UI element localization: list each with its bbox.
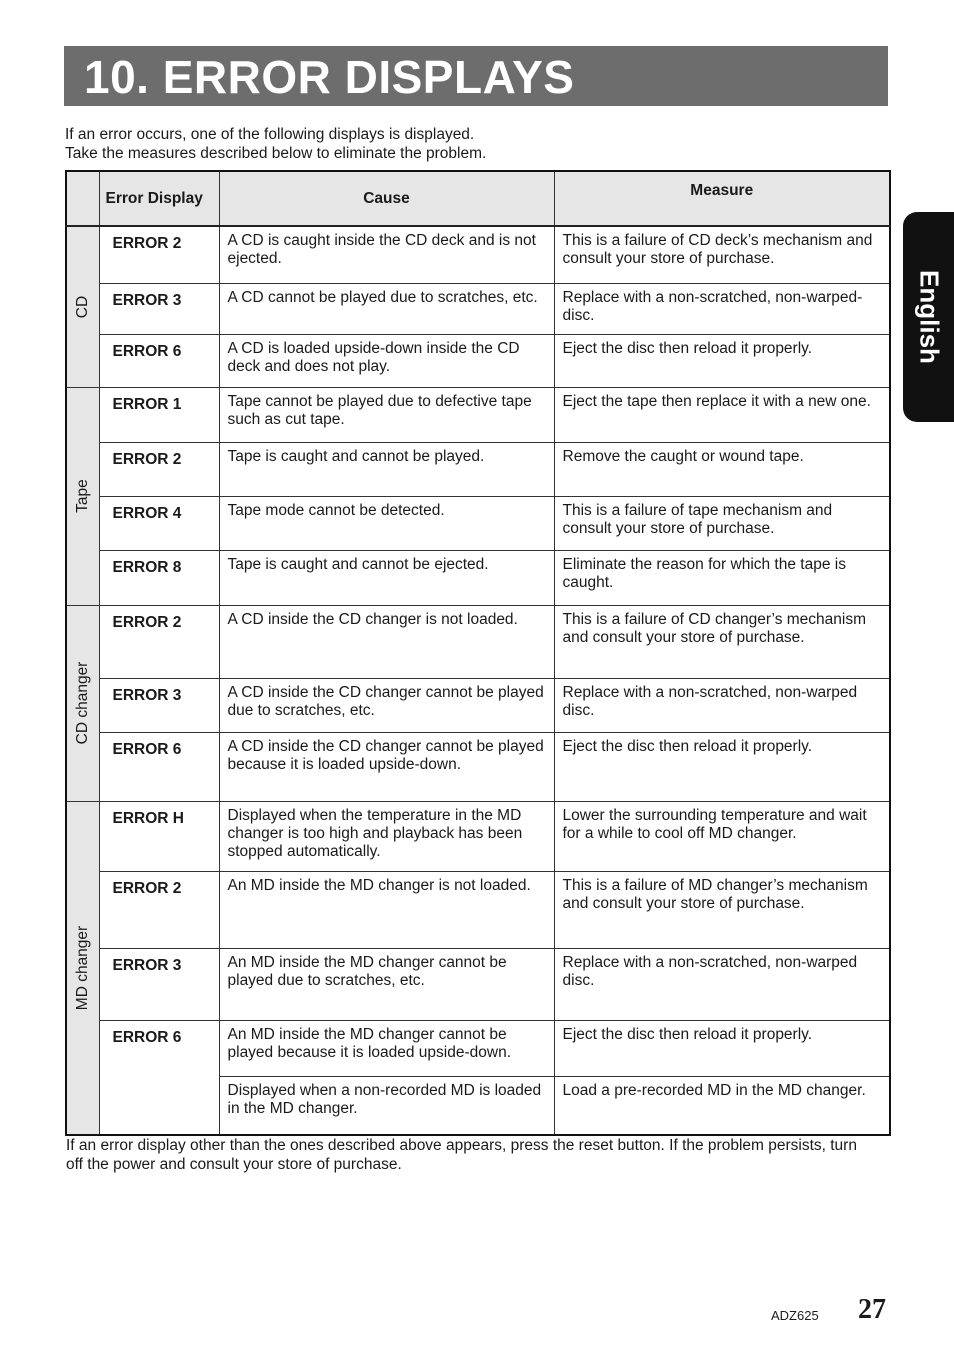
table-row	[66, 871, 890, 948]
intro-line: If an error occurs, one of the following displays is displayed.	[65, 126, 475, 143]
table-header-row	[66, 171, 890, 226]
table-row	[66, 226, 890, 283]
page-title: 10. ERROR DISPLAYS	[84, 51, 575, 103]
error-code: ERROR 2	[99, 226, 219, 283]
measure-cell: Load a pre-recorded MD in the MD changer.	[554, 1076, 890, 1135]
group-cd	[66, 226, 99, 387]
table-row	[66, 334, 890, 387]
error-code: ERROR 6	[99, 1020, 219, 1135]
group-label: Tape	[73, 479, 91, 513]
cause-cell: A CD is loaded upside-down inside the CD deck and does not play.	[219, 334, 554, 387]
cause-cell: A CD is caught inside the CD deck and is not ejected.	[219, 226, 554, 283]
group-md-changer	[66, 801, 99, 1135]
cause-cell: Displayed when the temperature in the MD changer is too high and playback has been stopped automatically.	[219, 801, 554, 871]
cause-cell: Tape is caught and cannot be ejected.	[219, 550, 554, 605]
measure-cell: Eject the tape then replace it with a new one.	[554, 387, 890, 442]
cause-cell: Displayed when a non-recorded MD is loaded in the MD changer.	[219, 1076, 554, 1135]
error-code: ERROR 6	[99, 732, 219, 801]
measure-cell: This is a failure of CD deck’s mechanism and consult your store of purchase.	[554, 226, 890, 283]
measure-cell: Remove the caught or wound tape.	[554, 442, 890, 496]
page-number: 27	[858, 1294, 886, 1325]
header-cause: Cause	[219, 171, 554, 226]
table-row	[66, 678, 890, 732]
cause-cell: A CD cannot be played due to scratches, etc.	[219, 283, 554, 334]
intro-text	[65, 125, 486, 163]
error-code: ERROR 4	[99, 496, 219, 550]
error-code: ERROR 3	[99, 678, 219, 732]
table-row	[66, 1020, 890, 1076]
header-measure: Measure	[554, 171, 890, 226]
measure-cell: Replace with a non-scratched, non-warped disc.	[554, 678, 890, 732]
header-group	[66, 171, 99, 226]
error-code: ERROR 6	[99, 334, 219, 387]
measure-cell: This is a failure of CD changer’s mechanism and consult your store of purchase.	[554, 605, 890, 678]
cause-cell: A CD inside the CD changer cannot be played due to scratches, etc.	[219, 678, 554, 732]
measure-cell: This is a failure of tape mechanism and consult your store of purchase.	[554, 496, 890, 550]
table-row	[66, 550, 890, 605]
error-code: ERROR 8	[99, 550, 219, 605]
measure-cell: Eliminate the reason for which the tape is caught.	[554, 550, 890, 605]
language-tab-label: English	[914, 270, 944, 364]
error-code: ERROR 3	[99, 283, 219, 334]
cause-cell: Tape mode cannot be detected.	[219, 496, 554, 550]
table-row	[66, 387, 890, 442]
error-code: ERROR H	[99, 801, 219, 871]
error-code: ERROR 3	[99, 948, 219, 1020]
model-number: ADZ625	[771, 1308, 819, 1323]
table-row	[66, 442, 890, 496]
measure-cell: Eject the disc then reload it properly.	[554, 334, 890, 387]
cause-cell: A CD inside the CD changer cannot be played because it is loaded upside-down.	[219, 732, 554, 801]
table-row	[66, 948, 890, 1020]
group-label: CD	[73, 295, 91, 318]
intro-line: Take the measures described below to eliminate the problem.	[65, 145, 487, 162]
error-code: ERROR 2	[99, 442, 219, 496]
cause-cell: Tape is caught and cannot be played.	[219, 442, 554, 496]
measure-cell: Lower the surrounding temperature and wait for a while to cool off MD changer.	[554, 801, 890, 871]
title-bar	[64, 46, 888, 106]
error-table	[65, 170, 891, 1136]
group-label: CD changer	[73, 661, 91, 745]
cause-cell: Tape cannot be played due to defective tape such as cut tape.	[219, 387, 554, 442]
group-tape	[66, 387, 99, 605]
language-tab	[903, 212, 954, 422]
measure-cell: Replace with a non-scratched, non-warped disc.	[554, 948, 890, 1020]
table-row	[66, 732, 890, 801]
cause-cell: A CD inside the CD changer is not loaded.	[219, 605, 554, 678]
error-code: ERROR 2	[99, 871, 219, 948]
error-code: ERROR 1	[99, 387, 219, 442]
group-label: MD changer	[73, 925, 91, 1010]
table-row	[66, 283, 890, 334]
cause-cell: An MD inside the MD changer cannot be played because it is loaded upside-down.	[219, 1020, 554, 1076]
measure-cell: Replace with a non-scratched, non-warped-disc.	[554, 283, 890, 334]
error-code: ERROR 2	[99, 605, 219, 678]
header-error-display: Error Display	[99, 171, 219, 226]
group-cd-changer	[66, 605, 99, 801]
measure-cell: Eject the disc then reload it properly.	[554, 732, 890, 801]
outro-text: If an error display other than the ones described above appears, press the reset button. If the problem persists, turn off the power and consult your store of purchase.	[66, 1137, 857, 1173]
measure-cell: Eject the disc then reload it properly.	[554, 1020, 890, 1076]
measure-cell: This is a failure of MD changer’s mechanism and consult your store of purchase.	[554, 871, 890, 948]
table-row	[66, 801, 890, 871]
table-row	[66, 605, 890, 678]
cause-cell: An MD inside the MD changer cannot be played due to scratches, etc.	[219, 948, 554, 1020]
cause-cell: An MD inside the MD changer is not loaded.	[219, 871, 554, 948]
table-row	[66, 496, 890, 550]
